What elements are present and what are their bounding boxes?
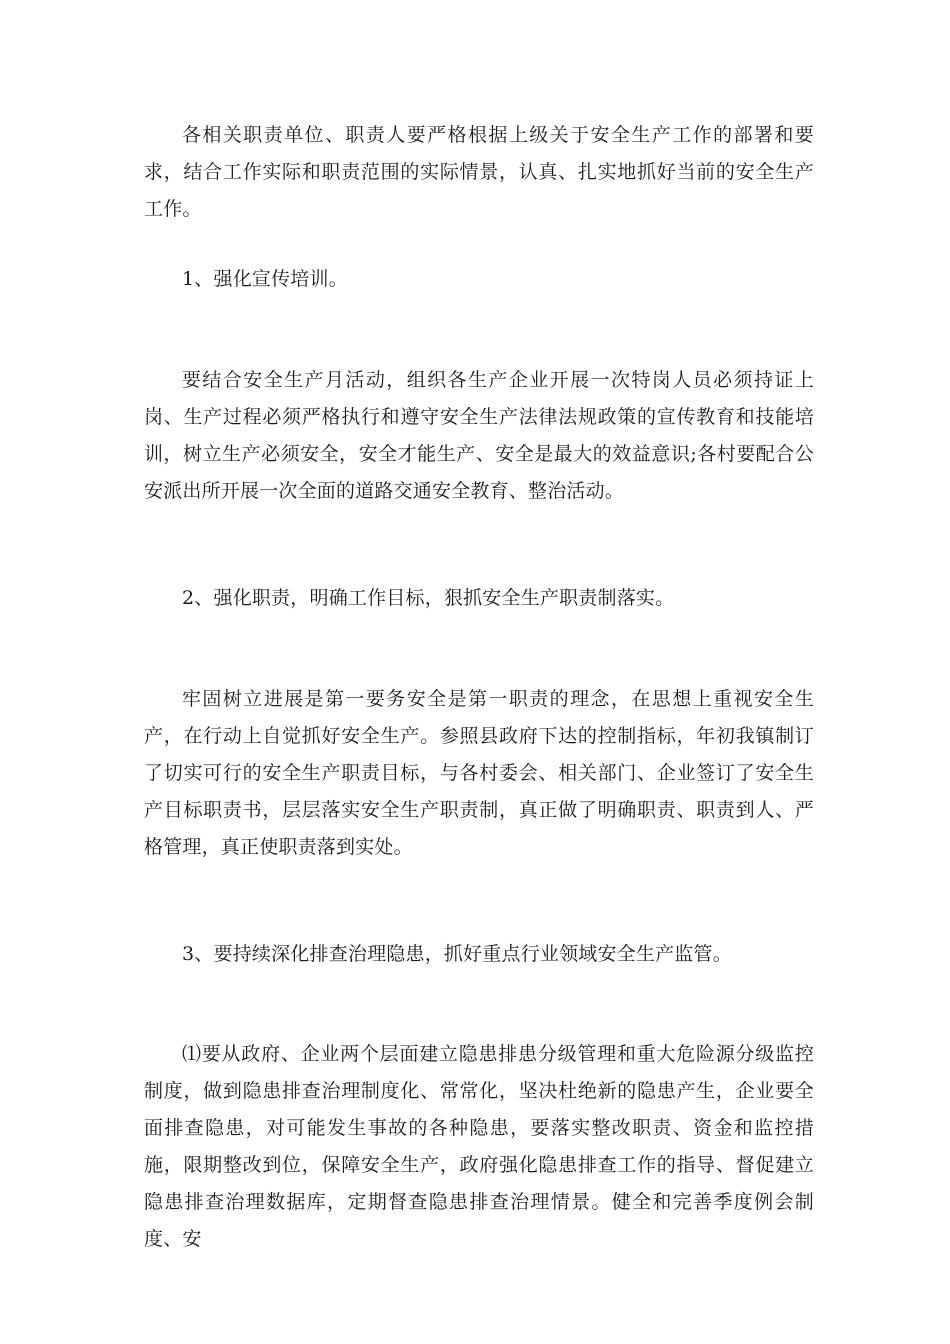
paragraph-training: 要结合安全生产月活动，组织各生产企业开展一次特岗人员必须持证上岗、生产过程必须严格执行和遵守安全生产法律法规政策的宣传教育和技能培训，树立生产必须安全，安全才能生产、安全是最大的效益意识;各村要配合公安派出所开展一次全面的道路交通安全教育、整治活动。 [144, 369, 814, 502]
paragraph-intro: 各相关职责单位、职责人要严格根据上级关于安全生产工作的部署和要求，结合工作实际和职责范围的实际情景，认真、扎实地抓好当前的安全生产工作。 [144, 124, 814, 220]
section-heading-1: 1、强化宣传培训。 [182, 268, 348, 290]
section-heading-3: 3、要持续深化排查治理隐患，抓好重点行业领域安全生产监管。 [182, 943, 732, 965]
paragraph-hazard-inspection: ⑴要从政府、企业两个层面建立隐患排患分级管理和重大危险源分级监控制度，做到隐患排查治理制度化、常常化，坚决杜绝新的隐患产生，企业要全面排查隐患，对可能发生事故的各种隐患，要落实整改职责、资金和监控措施，限期整改到位，保障安全生产，政府强化隐患排查工作的指导、督促建立隐患排查治理数据库，定期督查隐患排查治理情景。健全和完善季度例会制度、安 [144, 1043, 814, 1250]
section-heading-2: 2、强化职责，明确工作目标，狠抓安全生产职责制落实。 [182, 587, 675, 609]
paragraph-responsibility: 牢固树立进展是第一要务安全是第一职责的理念，在思想上重视安全生产，在行动上自觉抓好安全生产。参照县政府下达的控制指标，年初我镇制订了切实可行的安全生产职责目标，与各村委会、相关部门、企业签订了安全生产目标职责书，层层落实安全生产职责制，真正做了明确职责、职责到人、严格管理，真正使职责落到实处。 [144, 688, 814, 858]
